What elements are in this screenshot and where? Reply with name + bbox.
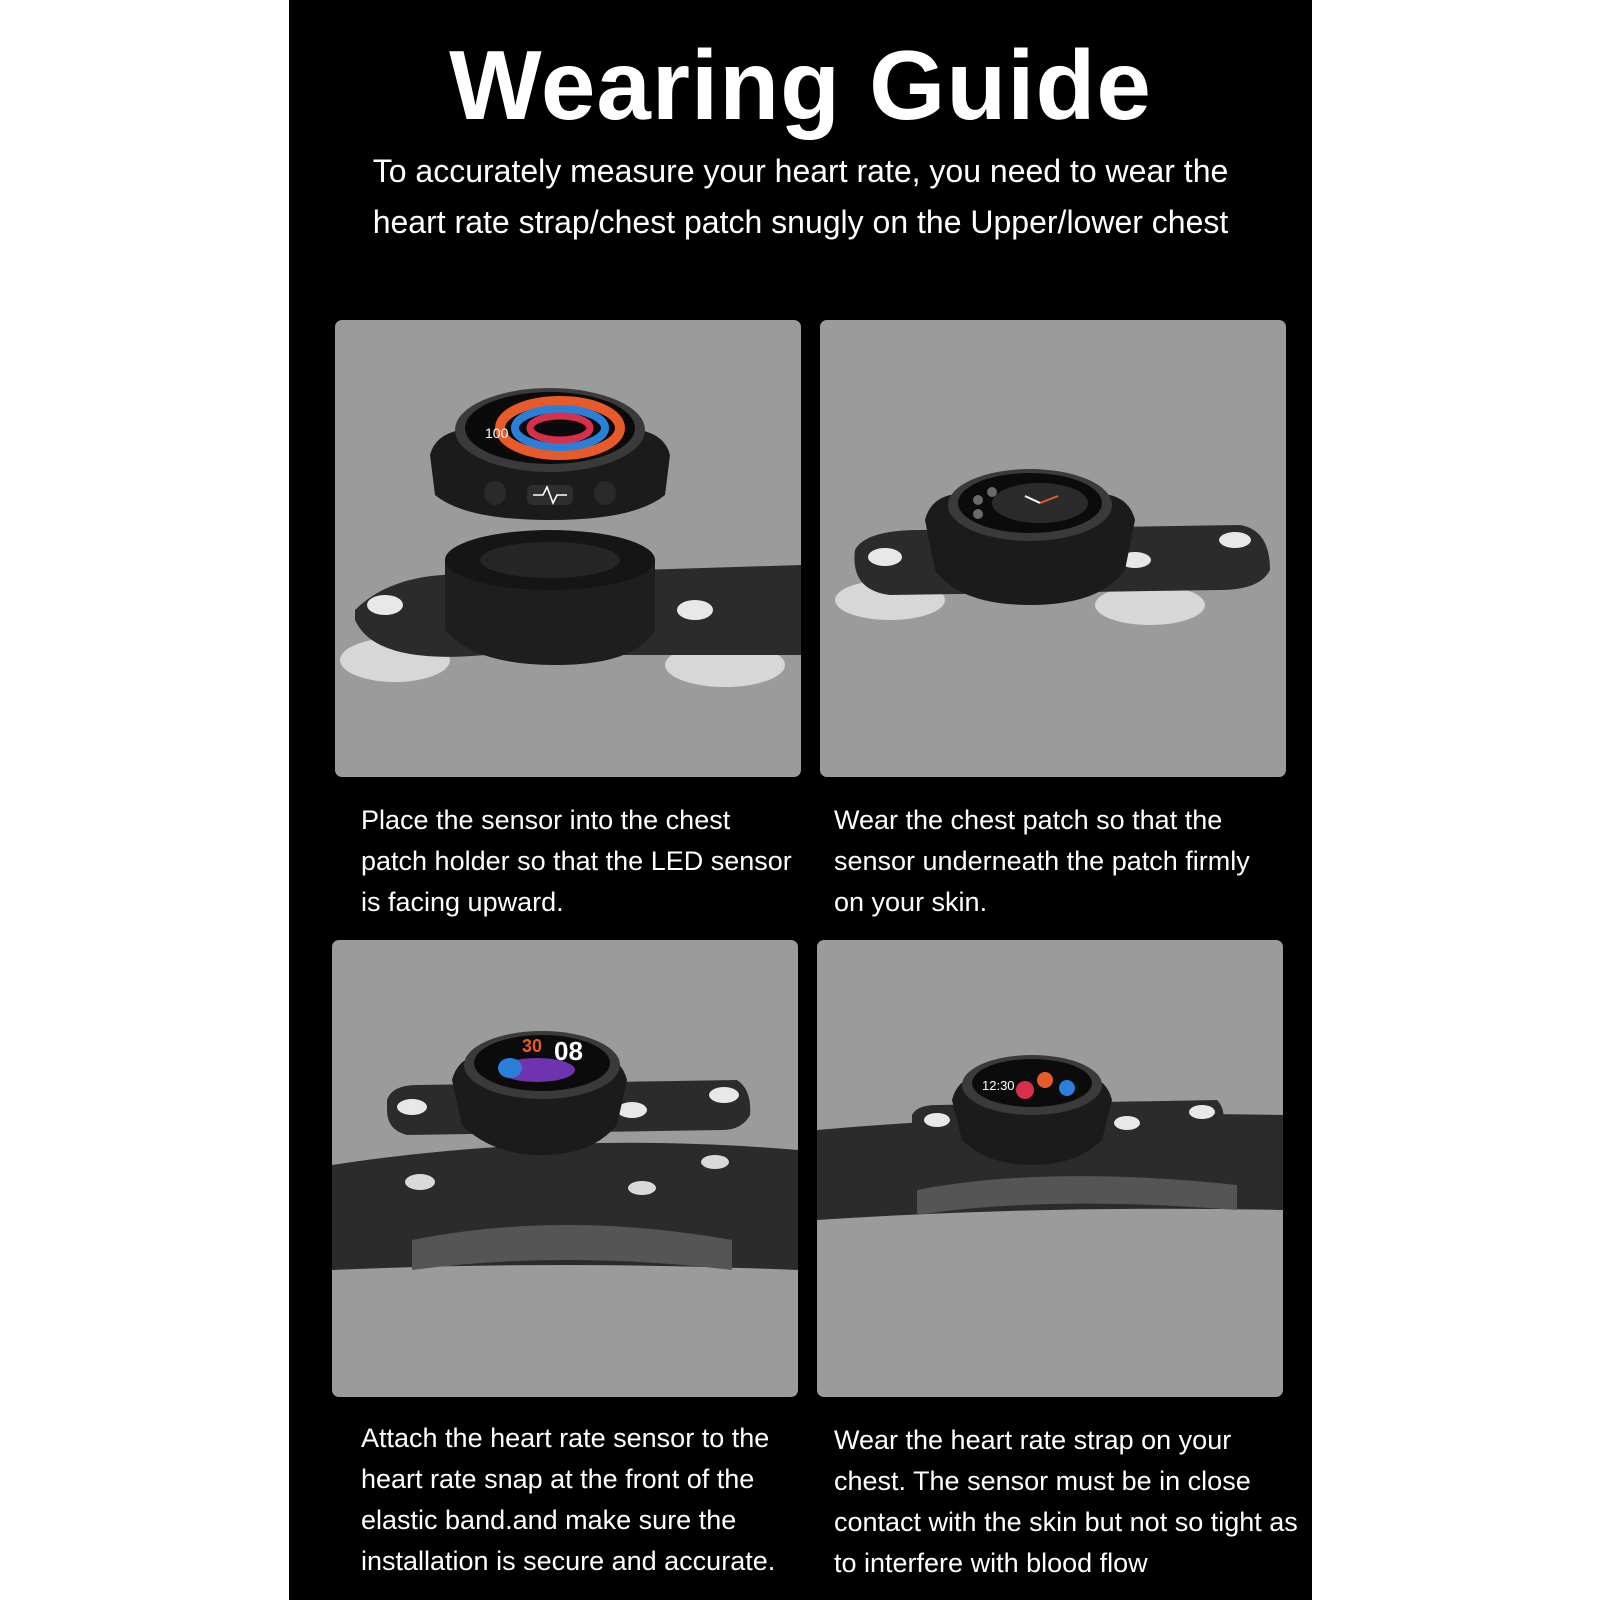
step-2-image (820, 320, 1286, 777)
step-4-caption: Wear the heart rate strap on your chest. The sensor must be in close contact with the skin but not so tight as to interfere with blood flow (834, 1425, 1298, 1578)
page-title: Wearing Guide (449, 30, 1152, 140)
step-1-caption: Place the sensor into the chest patch holder so that the LED sensor is facing upward. (361, 805, 792, 917)
strap-worn-illustration (817, 940, 1283, 1397)
strap-snap-illustration (332, 940, 798, 1397)
watch-readout-1: 100 (485, 425, 509, 441)
watch-readout-3: 08 (554, 1036, 583, 1066)
step-3-caption: Attach the heart rate sensor to the heart rate snap at the front of the elastic band.and make sure the installation is secure and accurate. (361, 1423, 776, 1576)
chest-patch-illustration (820, 320, 1286, 777)
watch-readout-4: 12:30 (982, 1078, 1015, 1093)
page-subtitle: To accurately measure your heart rate, you need to wear the heart rate strap/chest patch snugly on the Upper/lower chest (372, 153, 1229, 240)
guide-panel (289, 0, 1312, 1600)
watch-readout-3b: 30 (522, 1036, 543, 1056)
step-2-caption: Wear the chest patch so that the sensor underneath the patch firmly on your skin. (834, 805, 1250, 917)
step-4-image (817, 940, 1283, 1397)
step-1-image (335, 320, 801, 777)
sensor-and-holder-illustration (335, 320, 801, 777)
step-3-image (332, 940, 798, 1397)
